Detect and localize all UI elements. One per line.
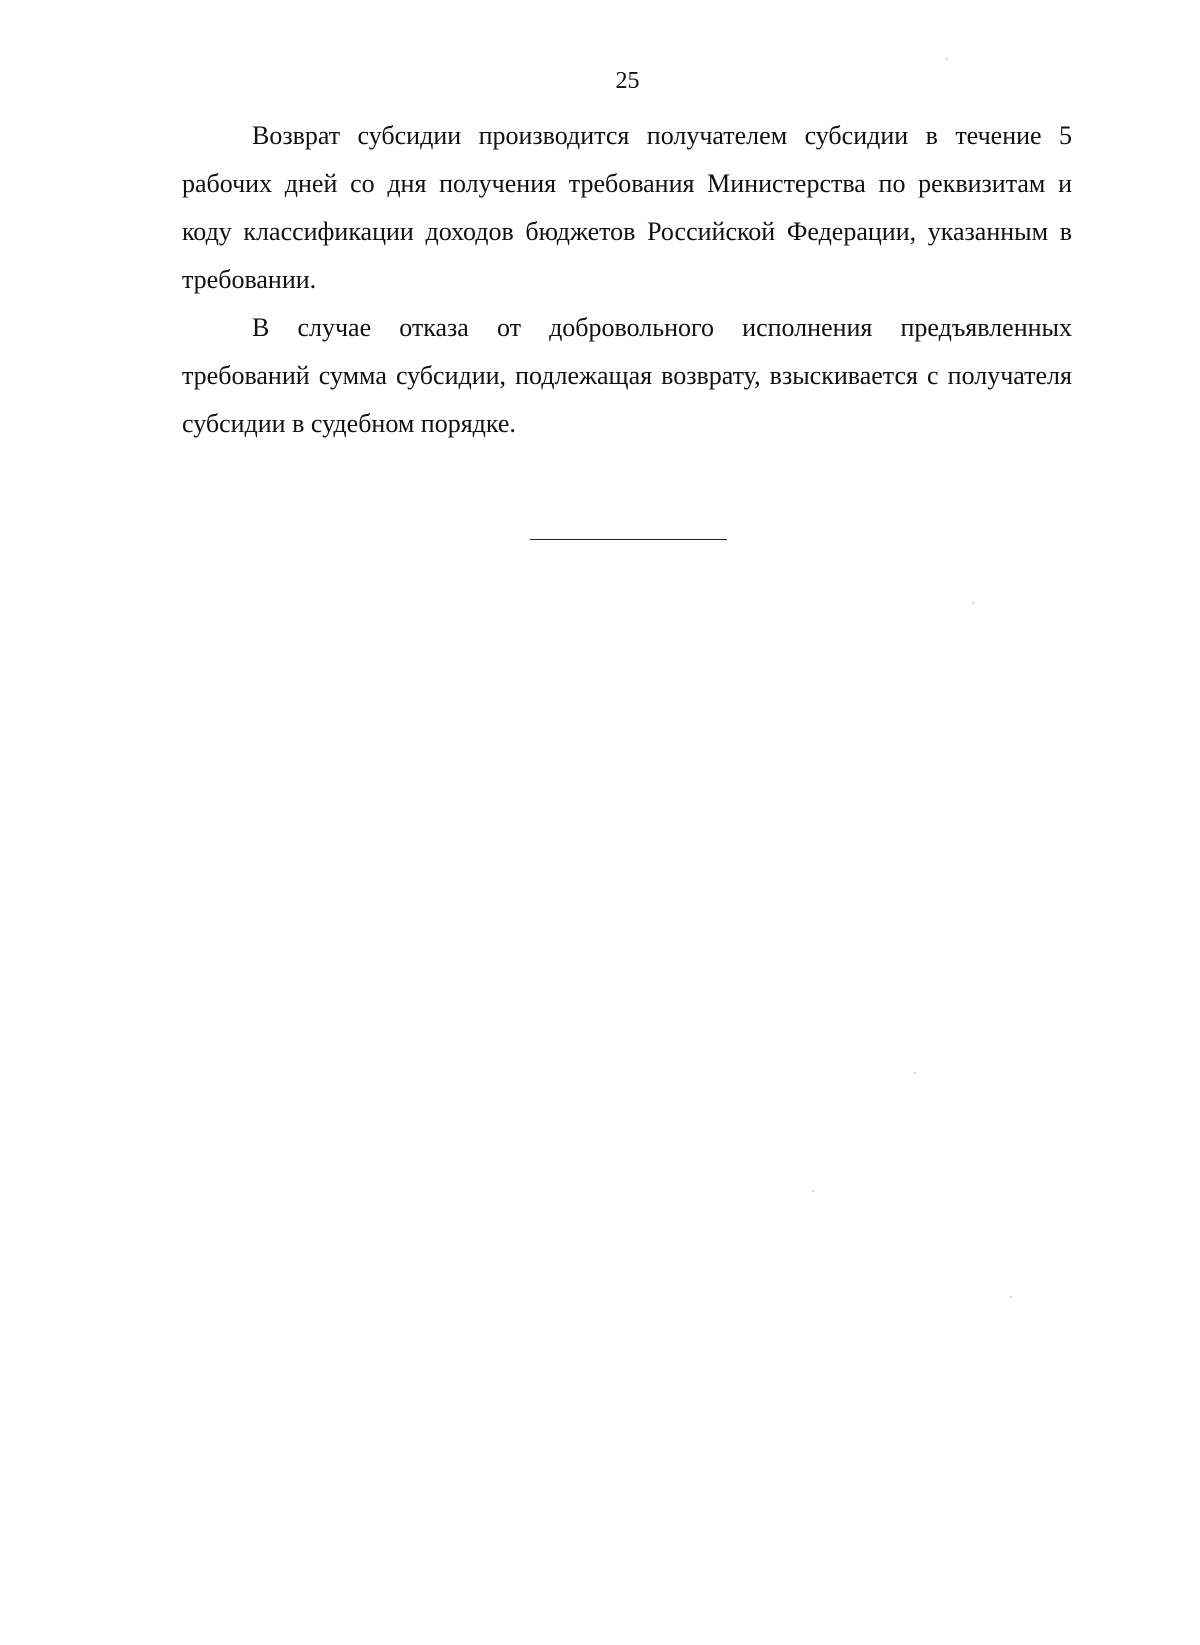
scan-speck <box>914 1072 916 1074</box>
scan-speck <box>812 1190 814 1192</box>
document-body <box>182 112 1072 448</box>
scan-speck <box>946 58 948 60</box>
end-of-text-rule <box>530 539 727 540</box>
paragraph-subsidy-return: Возврат субсидии производится получателем субсидии в течение 5 рабочих дней со дня получения требования Министерства по реквизитам и коду классификации доходов бюджетов Российской Федерации, указанным в требовании. <box>182 121 1072 294</box>
page-number: 25 <box>615 68 640 94</box>
scan-speck <box>972 602 974 604</box>
paragraph-judicial-recovery: В случае отказа от добровольного исполнения предъявленных требований сумма субсидии, подлежащая возврату, взыскивается с получателя субсидии в судебном порядке. <box>182 313 1072 438</box>
scan-speck <box>1010 1296 1012 1298</box>
